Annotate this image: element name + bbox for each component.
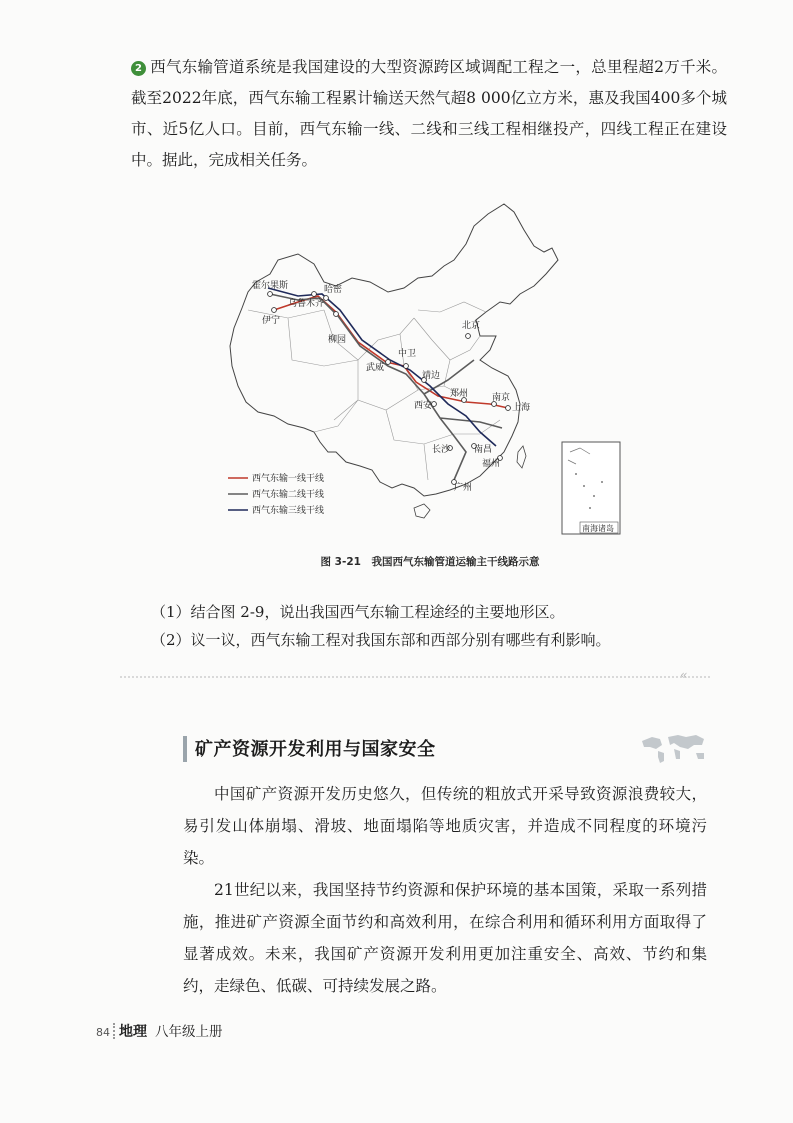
book-title: 地理: [119, 1024, 147, 1040]
legend-label: 西气东输一线干线: [252, 474, 325, 484]
city-label: 乌鲁木齐: [288, 299, 325, 309]
page-number: 84: [96, 1026, 110, 1039]
city-label: 武威: [366, 363, 385, 373]
city-label: 上海: [512, 403, 531, 413]
city-label: 南京: [492, 393, 511, 403]
taiwan-island: [517, 446, 526, 468]
city-label: 南昌: [474, 445, 493, 455]
inset-label: 南海诸岛: [582, 524, 614, 533]
legend-label: 西气东输二线干线: [252, 490, 325, 500]
section-title: 矿产资源开发利用与国家安全: [195, 739, 436, 760]
city-label: 长沙: [432, 445, 451, 455]
section-body: [183, 778, 707, 1002]
body-paragraph: 中国矿产资源开发历史悠久，但传统的粗放式开采导致资源浪费较大，易引发山体崩塌、滑坡、地面塌陷等地质灾害，并造成不同程度的环境污染。: [183, 785, 707, 867]
section-divider: [120, 676, 710, 678]
city-label: 西安: [414, 401, 433, 411]
hainan-island: [414, 504, 430, 518]
divider-chevrons: ‹‹: [680, 668, 686, 682]
figure-caption: 图 3-21 我国西气东输管道运输主干线路示意: [320, 556, 540, 568]
china-pipeline-map: [218, 190, 638, 548]
city-label: 郑州: [450, 389, 469, 399]
city-label: 广州: [454, 483, 473, 493]
south-china-sea-inset: [562, 442, 620, 534]
city-label: 福州: [482, 459, 501, 469]
china-outline: [230, 204, 558, 496]
city-label: 伊宁: [262, 316, 281, 326]
pipeline-map-figure: [218, 190, 638, 548]
world-map-icon: [638, 731, 710, 765]
task-list: [151, 598, 731, 654]
page-footer: [96, 1020, 223, 1041]
city-label: 中卫: [398, 349, 417, 359]
pipeline-line-1: [274, 296, 511, 408]
book-grade: 八年级上册: [155, 1024, 223, 1040]
intro-text: 西气东输管道系统是我国建设的大型资源跨区域调配工程之一，总里程超2万千米。截至2022年底，西气东输工程累计输送天然气超8 000亿立方米，惠及我国400多个城市、近5亿人口。目前，西气东输一线、二线和三线工程相继投产，四线工程正在建设中。据此，完成相关任务。: [131, 58, 727, 169]
task-item: （2）议一议，西气东输工程对我国东部和西部分别有哪些有利影响。: [151, 631, 611, 649]
task-item: （1）结合图 2-9，说出我国西气东输工程途经的主要地形区。: [151, 603, 565, 621]
footer-separator: [113, 1023, 115, 1039]
city-label: 北京: [462, 321, 481, 331]
section-header: [183, 733, 713, 767]
map-legend: [228, 472, 324, 516]
section-title-bar: [183, 736, 187, 762]
question-number-badge: 2: [131, 61, 146, 76]
body-paragraph: 21世纪以来，我国坚持节约资源和保护环境的基本国策，采取一系列措施，推进矿产资源全面节约和高效利用，在综合利用和循环利用方面取得了显著成效。未来，我国矿产资源开发利用更加注重安全、高效、节约和集约，走绿色、低碳、可持续发展之路。: [183, 881, 707, 995]
city-label: 靖边: [422, 371, 441, 381]
intro-paragraph: [131, 52, 727, 176]
city-label: 柳园: [328, 335, 347, 345]
city-label: 霍尔果斯: [252, 281, 289, 291]
legend-label: 西气东输三线干线: [252, 506, 325, 516]
city-label: 哈密: [324, 285, 343, 295]
